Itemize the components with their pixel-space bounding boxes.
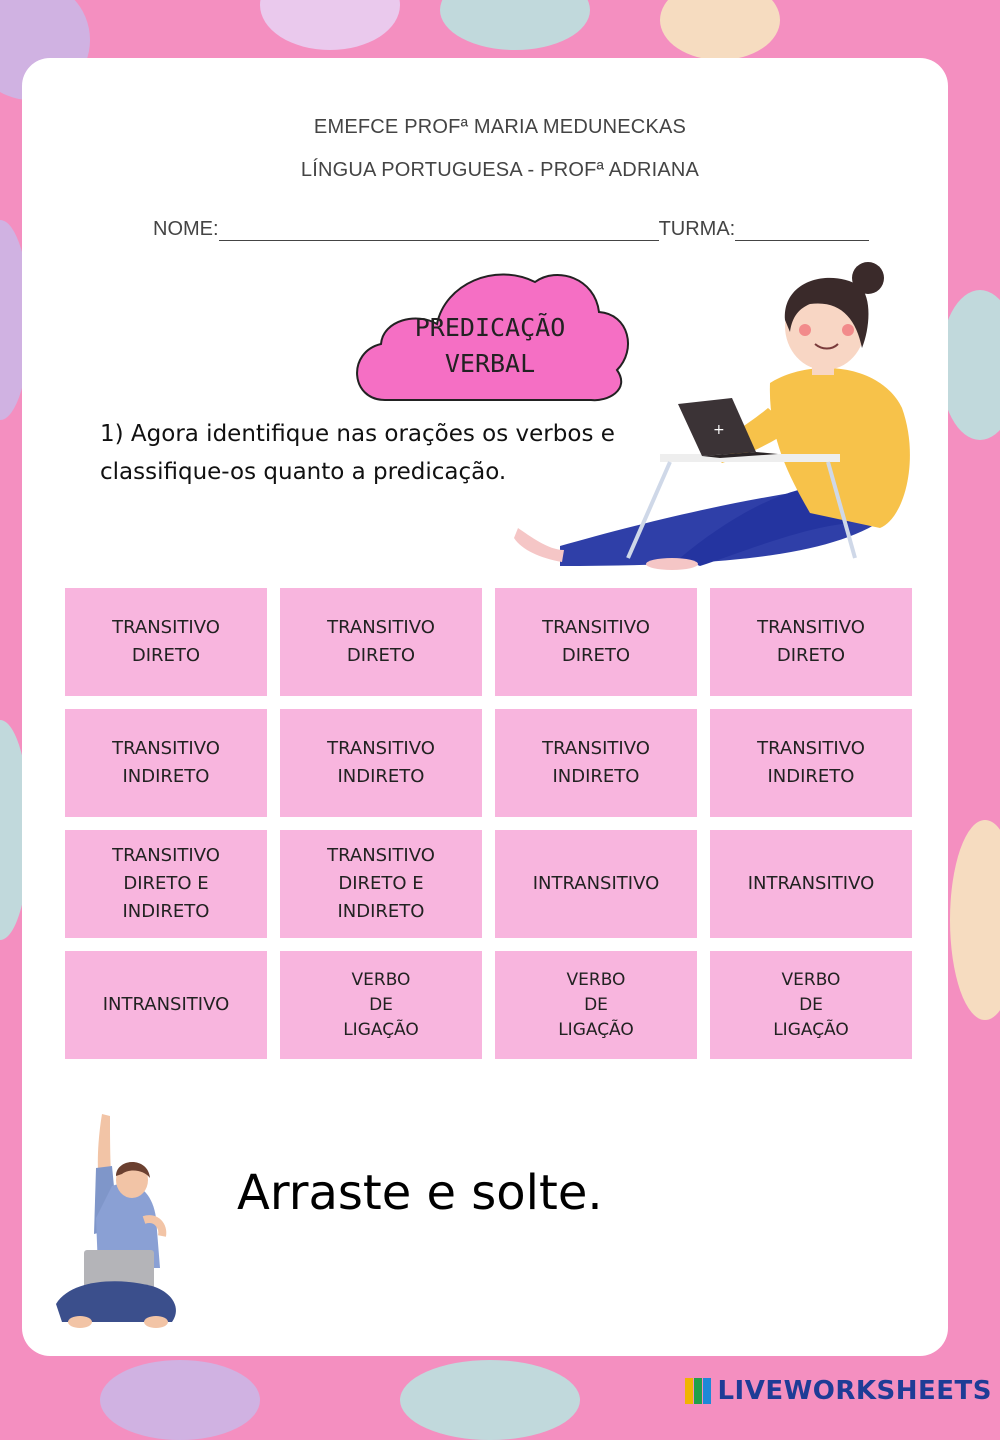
name-label: NOME: — [153, 218, 219, 240]
draggable-card[interactable]: TRANSITIVO DIRETO — [65, 588, 267, 696]
name-field[interactable] — [219, 220, 659, 241]
school-name: EMEFCE PROFª MARIA MEDUNECKAS — [313, 116, 687, 138]
background-cupcake-decoration — [950, 820, 1000, 1020]
title-line-2: VERBAL — [444, 349, 536, 378]
draggable-card[interactable]: TRANSITIVO INDIRETO — [65, 709, 267, 817]
subject-line: LÍNGUA PORTUGUESA - PROFª ADRIANA — [300, 159, 700, 181]
brand-name: LIVEWORKSHEETS — [717, 1376, 992, 1406]
answer-cards-grid — [65, 588, 914, 1059]
background-cupcake-decoration — [260, 0, 400, 50]
draggable-card[interactable]: INTRANSITIVO — [710, 830, 912, 938]
instruction-line-1: 1) Agora identifique nas orações os verbos e — [100, 421, 615, 447]
draggable-card[interactable]: TRANSITIVO INDIRETO — [280, 709, 482, 817]
liveworksheets-brand — [685, 1376, 992, 1406]
draggable-card[interactable]: TRANSITIVO INDIRETO — [710, 709, 912, 817]
background-cupcake-decoration — [400, 1360, 580, 1440]
drag-and-drop-instruction: Arraste e solte. — [237, 1165, 603, 1221]
draggable-card[interactable]: VERBO DE LIGAÇÃO — [280, 951, 482, 1059]
celebrating-woman-illustration — [52, 1108, 187, 1333]
svg-text:+: + — [713, 422, 725, 438]
background-cupcake-decoration — [100, 1360, 260, 1440]
woman-with-laptop-illustration — [510, 258, 920, 573]
draggable-card[interactable]: TRANSITIVO DIRETO E INDIRETO — [280, 830, 482, 938]
draggable-card[interactable]: INTRANSITIVO — [65, 951, 267, 1059]
title-line-1: PREDICAÇÃO — [414, 313, 566, 342]
background-cupcake-decoration — [660, 0, 780, 60]
draggable-card[interactable]: INTRANSITIVO — [495, 830, 697, 938]
instruction-line-2: classifique-os quanto a predicação. — [100, 459, 507, 485]
name-class-line — [153, 218, 873, 241]
draggable-card[interactable]: TRANSITIVO DIRETO E INDIRETO — [65, 830, 267, 938]
draggable-card[interactable]: TRANSITIVO DIRETO — [280, 588, 482, 696]
class-field[interactable] — [735, 220, 869, 241]
draggable-card[interactable]: TRANSITIVO INDIRETO — [495, 709, 697, 817]
liveworksheets-logo — [685, 1378, 711, 1404]
draggable-card[interactable]: VERBO DE LIGAÇÃO — [710, 951, 912, 1059]
background-cupcake-decoration — [440, 0, 590, 50]
background-cupcake-decoration — [940, 290, 1000, 440]
draggable-card[interactable]: TRANSITIVO DIRETO — [710, 588, 912, 696]
draggable-card[interactable]: TRANSITIVO DIRETO — [495, 588, 697, 696]
draggable-card[interactable]: VERBO DE LIGAÇÃO — [495, 951, 697, 1059]
class-label: TURMA: — [658, 218, 736, 240]
